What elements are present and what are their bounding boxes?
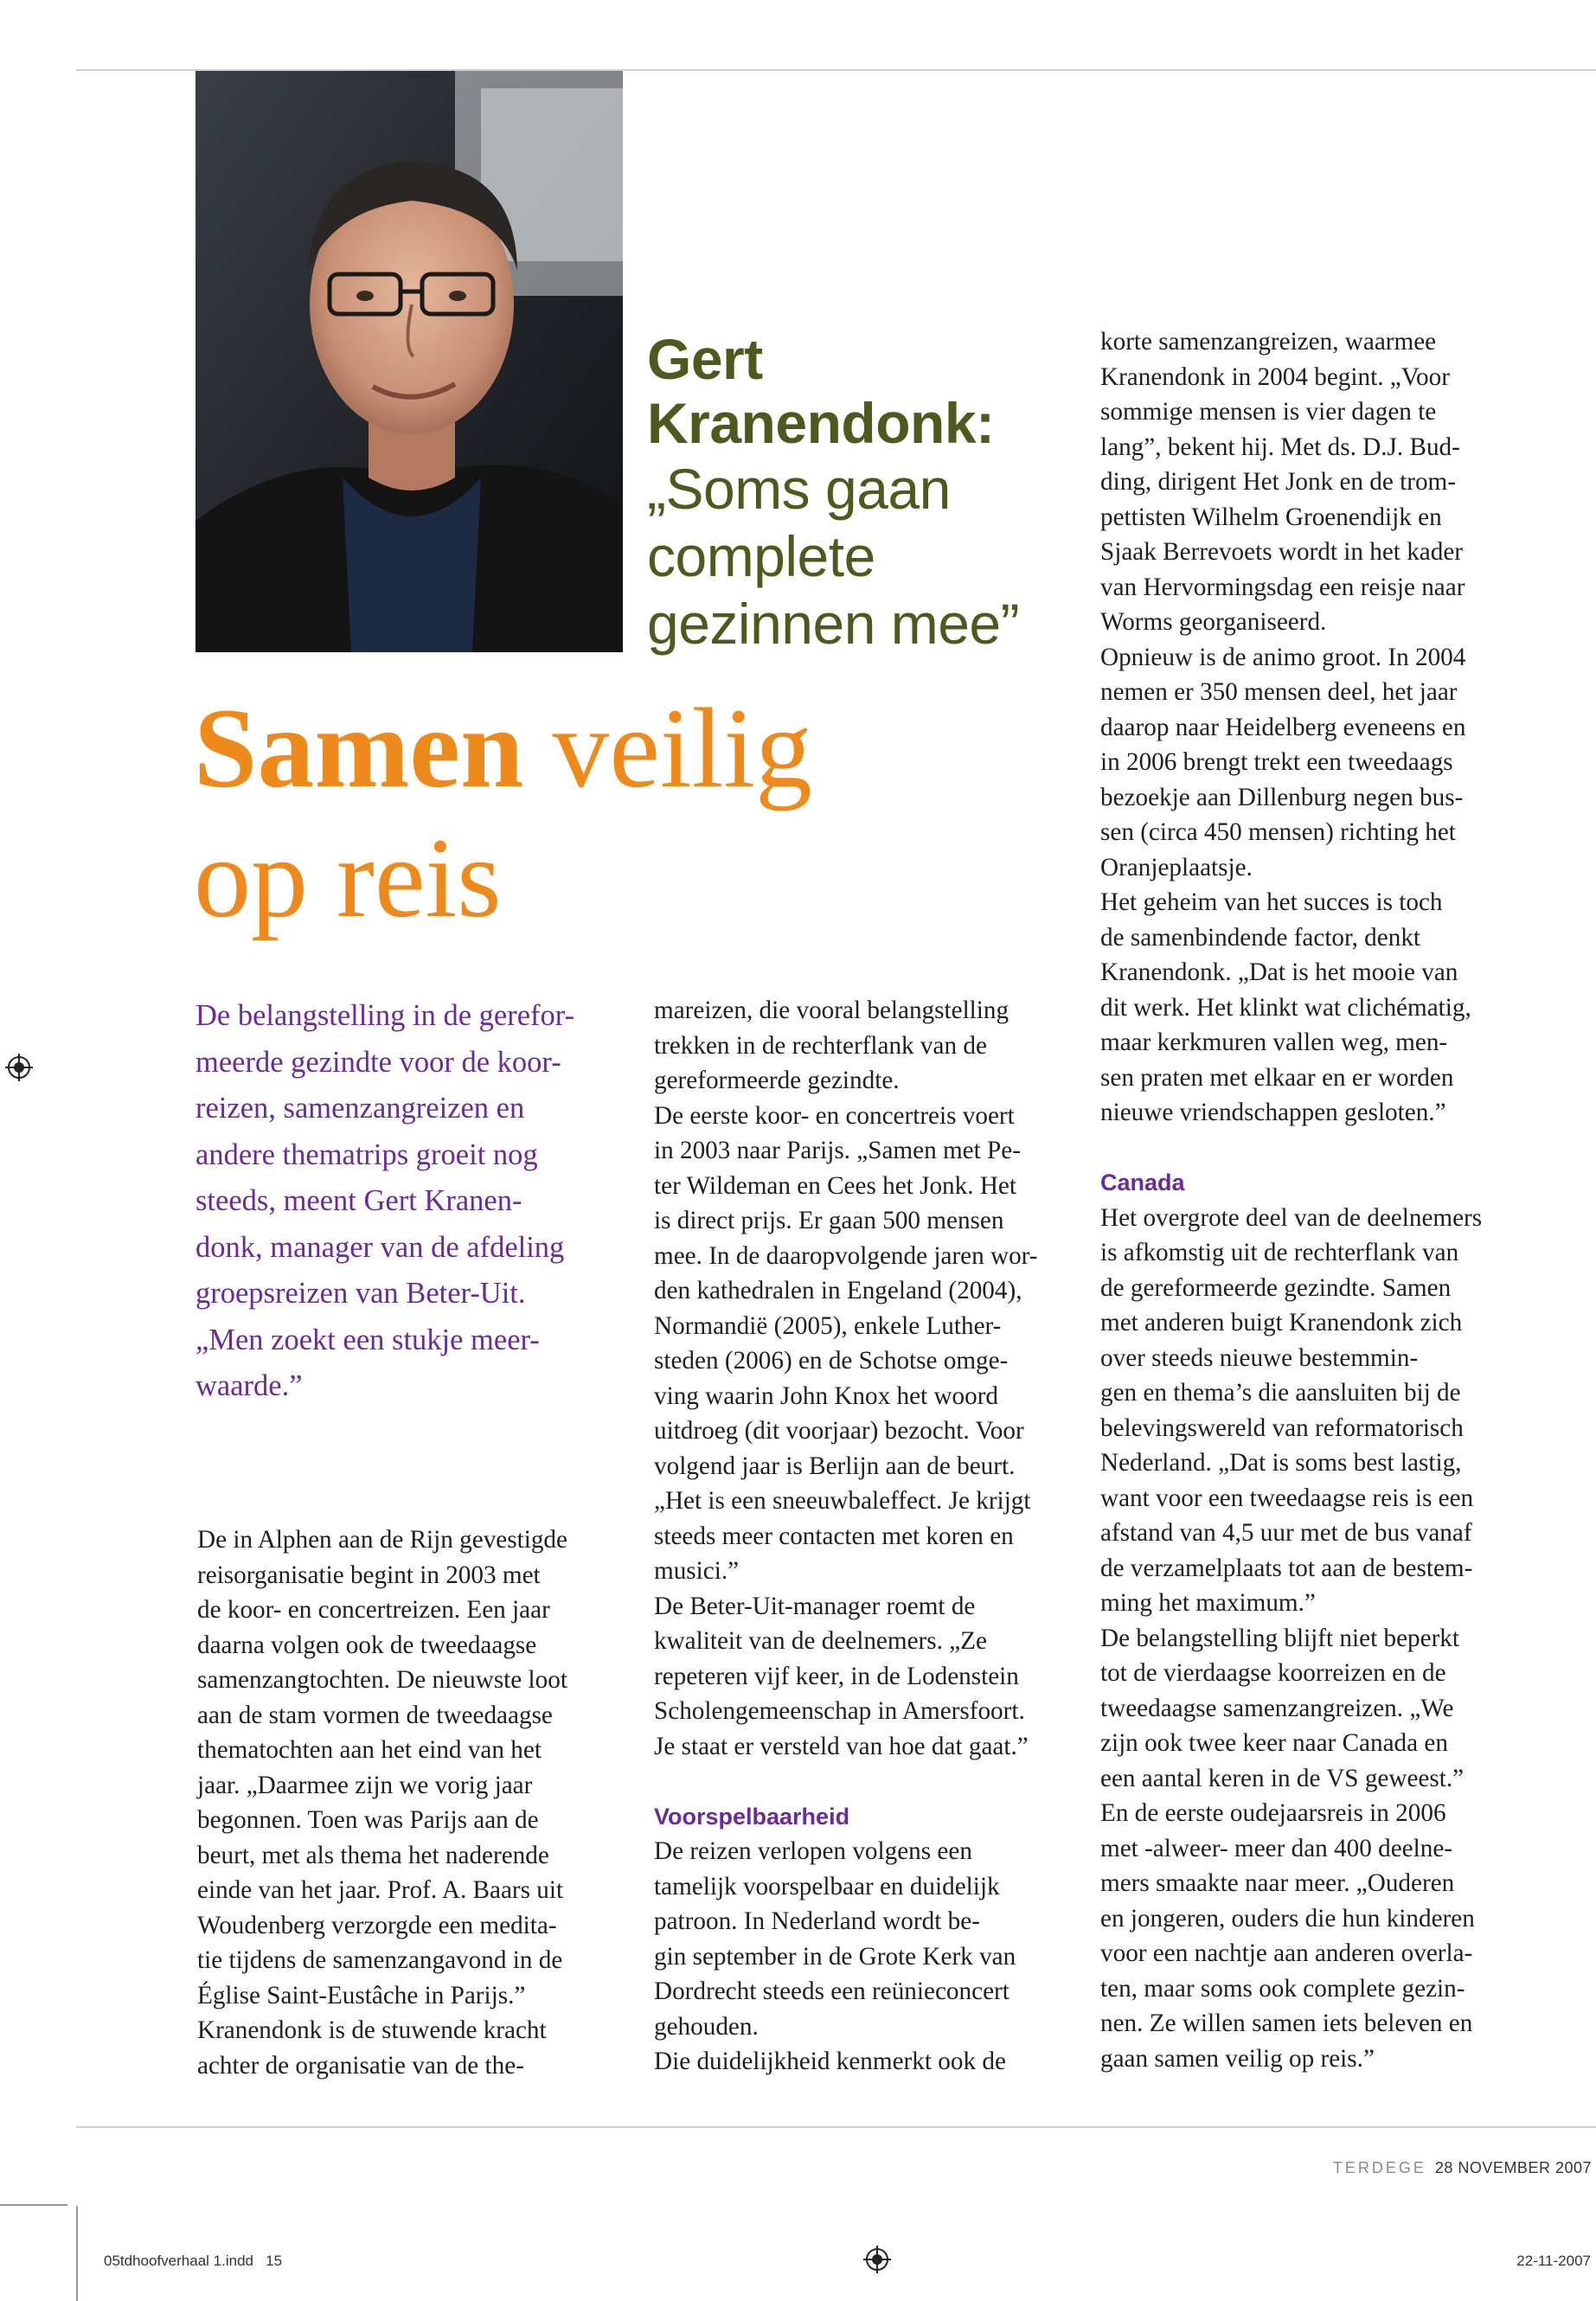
body-line: ter Wildeman en Cees het Jonk. Het bbox=[654, 1171, 1016, 1200]
title-line-1 bbox=[194, 683, 972, 813]
magazine-name: TERDEGE bbox=[1332, 2159, 1426, 2176]
title-line-2: op reis bbox=[194, 814, 502, 941]
slug-date: 22-11-2007 bbox=[1516, 2253, 1591, 2269]
body-line: maar kerkmuren vallen weg, men- bbox=[1100, 1029, 1448, 1056]
body-line: De eerste koor- en concertreis voert bbox=[654, 1101, 1015, 1130]
body-line: achter de organisatie van de the- bbox=[197, 2051, 524, 2080]
body-line: sen (circa 450 mensen) richting het bbox=[1100, 818, 1456, 846]
pull-quote-line: gezinnen mee” bbox=[647, 592, 1020, 656]
body-line: dit werk. Het klinkt wat clichématig, bbox=[1100, 993, 1471, 1022]
body-line: de koor- en concertreizen. Een jaar bbox=[197, 1596, 550, 1624]
body-line: Die duidelijkheid kenmerkt ook de bbox=[654, 2048, 1006, 2075]
body-line: belevingswereld van reformatorisch bbox=[1100, 1413, 1464, 1442]
body-line: lang”, bekent hij. Met ds. D.J. Bud- bbox=[1100, 433, 1460, 461]
body-line: den kathedralen in Engeland (2004), bbox=[654, 1277, 1022, 1304]
body-line: ving waarin John Knox het woord bbox=[654, 1381, 999, 1410]
body-line: van Hervormingsdag een reisje naar bbox=[1100, 573, 1465, 601]
body-line: sommige mensen is vier dagen te bbox=[1100, 398, 1437, 426]
column-3-text-part-1 bbox=[1100, 324, 1567, 1131]
body-line: Het overgrote deel van de deelnemers bbox=[1100, 1203, 1483, 1232]
body-line: De Beter-Uit-manager roemt de bbox=[654, 1592, 976, 1620]
lead-line: reizen, samenzangreizen en bbox=[195, 1092, 525, 1125]
body-line: Woudenberg verzorgde een medita- bbox=[197, 1911, 557, 1939]
body-line: begonnen. Toen was Parijs aan de bbox=[197, 1806, 539, 1834]
lead-line: De belangstelling in de gerefor- bbox=[195, 999, 575, 1032]
body-line: korte samenzangreizen, waarmee bbox=[1100, 328, 1437, 356]
body-line: „Het is een sneeuwbaleffect. Je krijgt bbox=[654, 1487, 1031, 1515]
body-line: ming het maximum.” bbox=[1100, 1589, 1316, 1617]
pull-quote bbox=[647, 327, 1080, 657]
body-column-3 bbox=[1100, 324, 1567, 2076]
body-line: Scholengemeenschap in Amersfoort. bbox=[654, 1697, 1025, 1725]
body-line: mareizen, die vooral belangstelling bbox=[654, 997, 1010, 1024]
body-line: Oranjeplaatsje. bbox=[1100, 853, 1253, 881]
pull-quote-text bbox=[647, 455, 1080, 657]
body-line: nemen er 350 mensen deel, het jaar bbox=[1100, 678, 1458, 706]
body-line: sen praten met elkaar en er worden bbox=[1100, 1063, 1454, 1092]
body-line: jaar. „Daarmee zijn we vorig jaar bbox=[197, 1771, 533, 1799]
body-line: voor een nachtje aan anderen overla- bbox=[1100, 1939, 1473, 1967]
registration-mark-icon bbox=[863, 2246, 891, 2273]
body-line: Worms georganiseerd. bbox=[1100, 608, 1327, 636]
body-line: Dordrecht steeds een reünieconcert bbox=[654, 1977, 1010, 2005]
lead-line: donk, manager van de afdeling bbox=[195, 1230, 565, 1264]
body-line: zijn ook twee keer naar Canada en bbox=[1100, 1729, 1448, 1757]
issue-date: 28 NOVEMBER 2007 bbox=[1434, 2159, 1592, 2176]
body-line: volgend jaar is Berlijn aan de beurt. bbox=[654, 1452, 1016, 1480]
body-line: mee. In de daaropvolgende jaren wor- bbox=[654, 1241, 1038, 1270]
body-line: Het geheim van het succes is toch bbox=[1100, 888, 1443, 916]
lead-line: steeds, meent Gert Kranen- bbox=[195, 1184, 522, 1217]
body-line: patroon. In Nederland wordt be- bbox=[654, 1907, 980, 1935]
body-line: nieuwe vriendschappen gesloten.” bbox=[1100, 1099, 1446, 1126]
body-line: beurt, met als thema het naderende bbox=[197, 1841, 549, 1869]
registration-mark-icon bbox=[5, 1054, 33, 1081]
body-line: Je staat er versteld van hoe dat gaat.” bbox=[654, 1732, 1029, 1760]
body-line: thematochten aan het eind van het bbox=[197, 1736, 542, 1764]
trim-mark-horizontal bbox=[0, 2204, 67, 2206]
pull-quote-name bbox=[647, 327, 1080, 455]
bottom-rule bbox=[76, 2126, 1596, 2128]
body-line: reisorganisatie begint in 2003 met bbox=[197, 1561, 541, 1589]
pull-quote-name-line: Kranendonk: bbox=[647, 391, 995, 455]
body-line: de samenbindende factor, denkt bbox=[1100, 923, 1421, 952]
body-line: Kranendonk is de stuwende kracht bbox=[197, 2016, 547, 2044]
pull-quote-name-line: Gert bbox=[647, 327, 763, 391]
body-line: Normandië (2005), enkele Luther- bbox=[654, 1311, 1002, 1340]
slug-filename: 05tdhoofverhaal 1.indd 15 bbox=[104, 2253, 283, 2269]
body-line: samenzangtochten. De nieuwste loot bbox=[197, 1666, 567, 1694]
body-line: gen en thema’s die aansluiten bij de bbox=[1100, 1379, 1461, 1407]
body-line: einde van het jaar. Prof. A. Baars uit bbox=[197, 1876, 564, 1904]
lead-line: waarde.” bbox=[195, 1369, 303, 1402]
body-line: nen. Ze willen samen iets beleven en bbox=[1100, 2009, 1473, 2037]
trim-mark-vertical bbox=[76, 2206, 78, 2301]
body-line: tweedaagse samenzangreizen. „We bbox=[1100, 1694, 1454, 1722]
body-line: steden (2006) en de Schotse omge- bbox=[654, 1347, 1009, 1375]
body-line: in 2006 brengt trekt een tweedaags bbox=[1100, 748, 1453, 776]
body-line: Sjaak Berrevoets wordt in het kader bbox=[1100, 538, 1464, 566]
body-line: pettisten Wilhelm Groenendijk en bbox=[1100, 503, 1442, 531]
portrait-photo bbox=[195, 71, 623, 652]
article-lead bbox=[195, 993, 602, 1410]
body-line: steeds meer contacten met koren en bbox=[654, 1522, 1014, 1550]
subhead-canada: Canada bbox=[1100, 1170, 1185, 1195]
body-column-2 bbox=[654, 993, 1078, 2080]
body-line: Kranendonk in 2004 begint. „Voor bbox=[1100, 362, 1450, 391]
body-line: tamelijk voorspelbaar en duidelijk bbox=[654, 1872, 1000, 1900]
body-line: de gereformeerde gezindte. Samen bbox=[1100, 1273, 1452, 1302]
lead-line: „Men zoekt een stukje meer- bbox=[195, 1323, 540, 1356]
subhead-voorspelbaarheid: Voorspelbaarheid bbox=[654, 1803, 850, 1830]
page-footer bbox=[1168, 2159, 1592, 2177]
body-line: gin september in de Grote Kerk van bbox=[654, 1942, 1016, 1971]
body-line: Nederland. „Dat is soms best lastig, bbox=[1100, 1449, 1462, 1477]
lead-line: groepsreizen van Beter-Uit. bbox=[195, 1277, 526, 1310]
article-title bbox=[194, 683, 972, 943]
lead-line: andere thematrips groeit nog bbox=[195, 1138, 538, 1171]
body-line: trekken in de rechterflank van de bbox=[654, 1031, 987, 1060]
body-line: repeteren vijf keer, in de Lodenstein bbox=[654, 1662, 1019, 1690]
body-line: De in Alphen aan de Rijn gevestigde bbox=[197, 1526, 567, 1554]
body-line: musici.” bbox=[654, 1557, 740, 1585]
pull-quote-line: complete bbox=[647, 524, 875, 588]
body-line: bezoekje aan Dillenburg negen bus- bbox=[1100, 783, 1464, 811]
body-line: kwaliteit van de deelnemers. „Ze bbox=[654, 1627, 987, 1655]
body-line: want voor een tweedaagse reis is een bbox=[1100, 1484, 1474, 1512]
body-line: een aantal keren in de VS geweest.” bbox=[1100, 1764, 1465, 1792]
body-line: ding, dirigent Het Jonk en de trom- bbox=[1100, 468, 1456, 496]
body-line: gereformeerde gezindte. bbox=[654, 1067, 900, 1094]
body-line: daarna volgen ook de tweedaagse bbox=[197, 1631, 537, 1659]
body-line: de verzamelplaats tot aan de bestem- bbox=[1100, 1554, 1473, 1582]
body-line: Kranendonk. „Dat is het mooie van bbox=[1100, 958, 1458, 986]
column-2-text-part-1 bbox=[654, 993, 1078, 1764]
body-line: gaan samen veilig op reis.” bbox=[1100, 2044, 1375, 2073]
title-bold-word: Samen bbox=[194, 684, 524, 811]
body-line: over steeds nieuwe bestemmin- bbox=[1100, 1343, 1419, 1372]
body-line: is afkomstig uit de rechterflank van bbox=[1100, 1239, 1459, 1266]
body-line: tot de vierdaagse koorreizen en de bbox=[1100, 1659, 1446, 1687]
body-line: aan de stam vormen de tweedaagse bbox=[197, 1701, 553, 1729]
body-line: met anderen buigt Kranendonk zich bbox=[1100, 1309, 1463, 1336]
body-line: afstand van 4,5 uur met de bus vanaf bbox=[1100, 1519, 1472, 1547]
body-line: De belangstelling blijft niet beperkt bbox=[1100, 1624, 1459, 1652]
body-line: is direct prijs. Er gaan 500 mensen bbox=[654, 1207, 1004, 1234]
body-line: en jongeren, ouders die hun kinderen bbox=[1100, 1904, 1475, 1932]
body-line: gehouden. bbox=[654, 2012, 759, 2041]
body-line: tie tijdens de samenzangavond in de bbox=[197, 1946, 563, 1974]
paragraph-gap bbox=[654, 1764, 1078, 1799]
body-line: De reizen verlopen volgens een bbox=[654, 1837, 972, 1865]
body-column-1 bbox=[197, 1522, 621, 2083]
body-line: daarop naar Heidelberg eveneens en bbox=[1100, 713, 1466, 741]
column-2-text-part-2 bbox=[654, 1834, 1078, 2080]
body-line: mers smaakte naar meer. „Ouderen bbox=[1100, 1869, 1455, 1897]
portrait-illustration bbox=[195, 71, 623, 652]
lead-line: meerde gezindte voor de koor- bbox=[195, 1045, 561, 1079]
pull-quote-line: „Soms gaan bbox=[647, 457, 951, 521]
body-line: ten, maar soms ook complete gezin- bbox=[1100, 1974, 1465, 2003]
column-3-text-part-2 bbox=[1100, 1201, 1567, 2077]
body-line: En de eerste oudejaarsreis in 2006 bbox=[1100, 1799, 1446, 1827]
body-line: Église Saint-Eustâche in Parijs.” bbox=[197, 1981, 526, 2009]
body-line: Opnieuw is de animo groot. In 2004 bbox=[1100, 643, 1466, 671]
body-line: met -alweer- meer dan 400 deelne- bbox=[1100, 1834, 1453, 1862]
body-line: uitdroeg (dit voorjaar) bezocht. Voor bbox=[654, 1417, 1024, 1445]
body-line: in 2003 naar Parijs. „Samen met Pe- bbox=[654, 1137, 1021, 1164]
title-line-1-rest: veilig bbox=[523, 684, 812, 811]
paragraph-gap bbox=[1100, 1131, 1567, 1166]
